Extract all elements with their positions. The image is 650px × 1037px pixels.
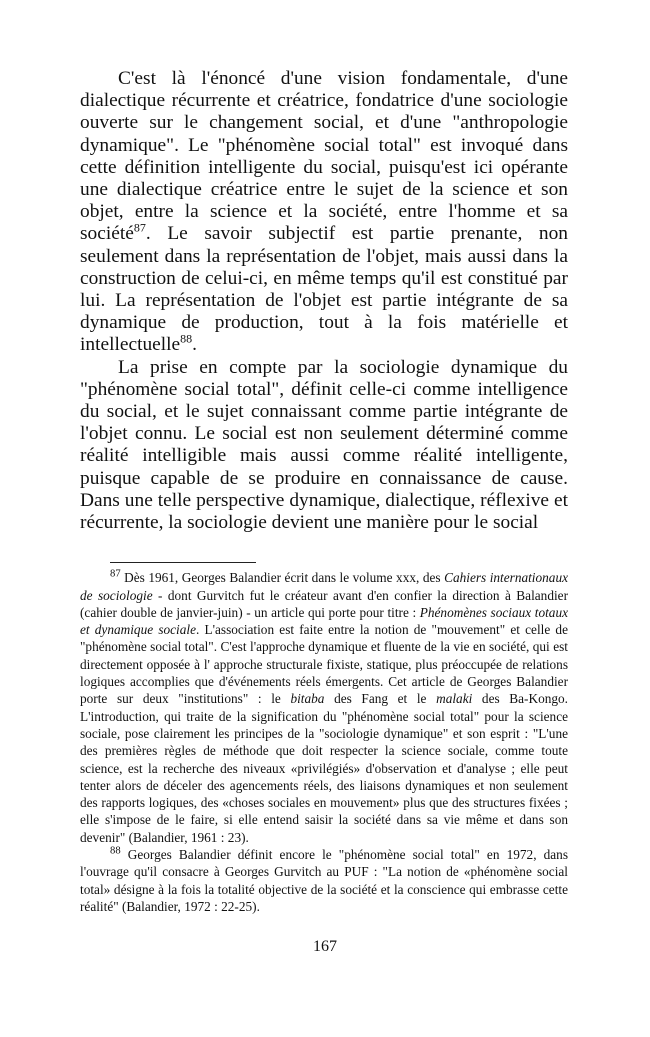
footnote-87-text-3: . L'association est faite entre la notion de "mouvement" et celle de "phénomène social total". C'est l'approche dynamique et fluente de la vie en société, qui est directement opposée à l' approche structurale fixiste, statique, plus préoccupée de relations logiques accomplies que d'événements réels émergents. Cet article de Georges Balandier porte sur deux "institutions" : le	[80, 622, 568, 707]
footnote-87-term-malaki: malaki	[436, 691, 473, 707]
footnote-87-article-title: Phénomènes sociaux totaux et dynamique sociale	[80, 604, 568, 638]
footnote-87-text-5: des Ba-Kongo. L'introduction, qui traite de la signification du "phénomène social total" pour la science sociale, pose clairement les principes de la "sociologie dynamique" et son esprit : "L'une des premières règles de méthode que doit respecter la science sociale, comme toute science, est la recherche des niveaux «privilégiés» d'observation et d'analyse ; elle peut tenter alors de déceler des agencements réels, des liaisons dynamiques et non seulement des rapports logiques, des «choses sociales en mouvement» plus que des structures fixées ; elle s'impose de le faire, si elle entend saisir la société dans sa vie même et dans son devenir" (Balandier, 1961 : 23).	[80, 691, 568, 845]
footnote-87-text-4: des Fang et le	[324, 691, 437, 707]
page-number: 167	[313, 938, 337, 955]
footnote-87-journal-title: Cahiers internationaux de sociologie	[80, 570, 568, 603]
footnote-87-text-2: - dont Gurvitch fut le créateur avant d'en confier la direction à Balandier (cahier double de janvier-juin) - un article qui porte pour titre :	[80, 587, 568, 620]
footnote-mark-87: 87	[110, 568, 121, 580]
footnote-88-text: Georges Balandier définit encore le "phénomène social total" en 1972, dans l'ouvrage qu'il consacre à Georges Gurvitch au PUF : "La notion de «phénomène social total» désigne à la fois la totalité objective de la société et la conscience qui embrasse cette réalité" (Balandier, 1972 : 22-25).	[80, 847, 569, 914]
paragraph-1	[80, 68, 568, 357]
footnote-87-term-bitaba: bitaba	[290, 691, 325, 707]
paragraph-1-part-3: .	[192, 334, 198, 356]
footnote-ref-88: 88	[180, 331, 193, 346]
footnote-87-text-1: Dès 1961, Georges Balandier écrit dans le volume xxx, des	[124, 570, 445, 586]
paragraph-2: La prise en compte par la sociologie dynamique du "phénomène social total", définit celle-ci comme intelligence du social, et le sujet connaissant comme partie intégrante de l'objet connu. Le social est non seulement déterminé comme réalité intelligible mais aussi comme réalité intelligente, puisque capable de se produire en connaissance de cause. Dans une telle perspective dynamique, dialectique, réflexive et récurrente, la sociologie devient une manière pour le social	[80, 356, 568, 534]
footnote-88	[80, 846, 568, 915]
footnote-mark-88: 88	[110, 845, 121, 857]
footnote-separator	[110, 562, 256, 563]
footnote-ref-87: 87	[133, 220, 146, 235]
page	[80, 68, 568, 915]
body-text	[80, 68, 568, 534]
paragraph-1-part-2: . Le savoir subjectif est partie prenante, non seulement dans la représentation de l'objet, mais aussi dans la construction de celui-ci, en même temps qu'il est constitué par lui. La représentation de l'objet est partie intégrante de sa dynamique de production, tout à la fois matérielle et intellectuelle	[80, 223, 568, 356]
paragraph-1-part-1: C'est là l'énoncé d'une vision fondamentale, d'une dialectique récurrente et créatrice, fondatrice d'une sociologie ouverte sur le changement social, et d'une "anthropologie dynamique". Le "phénomène social total" est invoqué dans cette définition intelligente du social, puisqu'est ici opérante une dialectique créatrice entre le sujet de la science et son objet, entre la science et la société, entre l'homme et sa société	[80, 68, 568, 245]
footnotes	[80, 569, 568, 915]
footnote-87	[80, 569, 568, 846]
